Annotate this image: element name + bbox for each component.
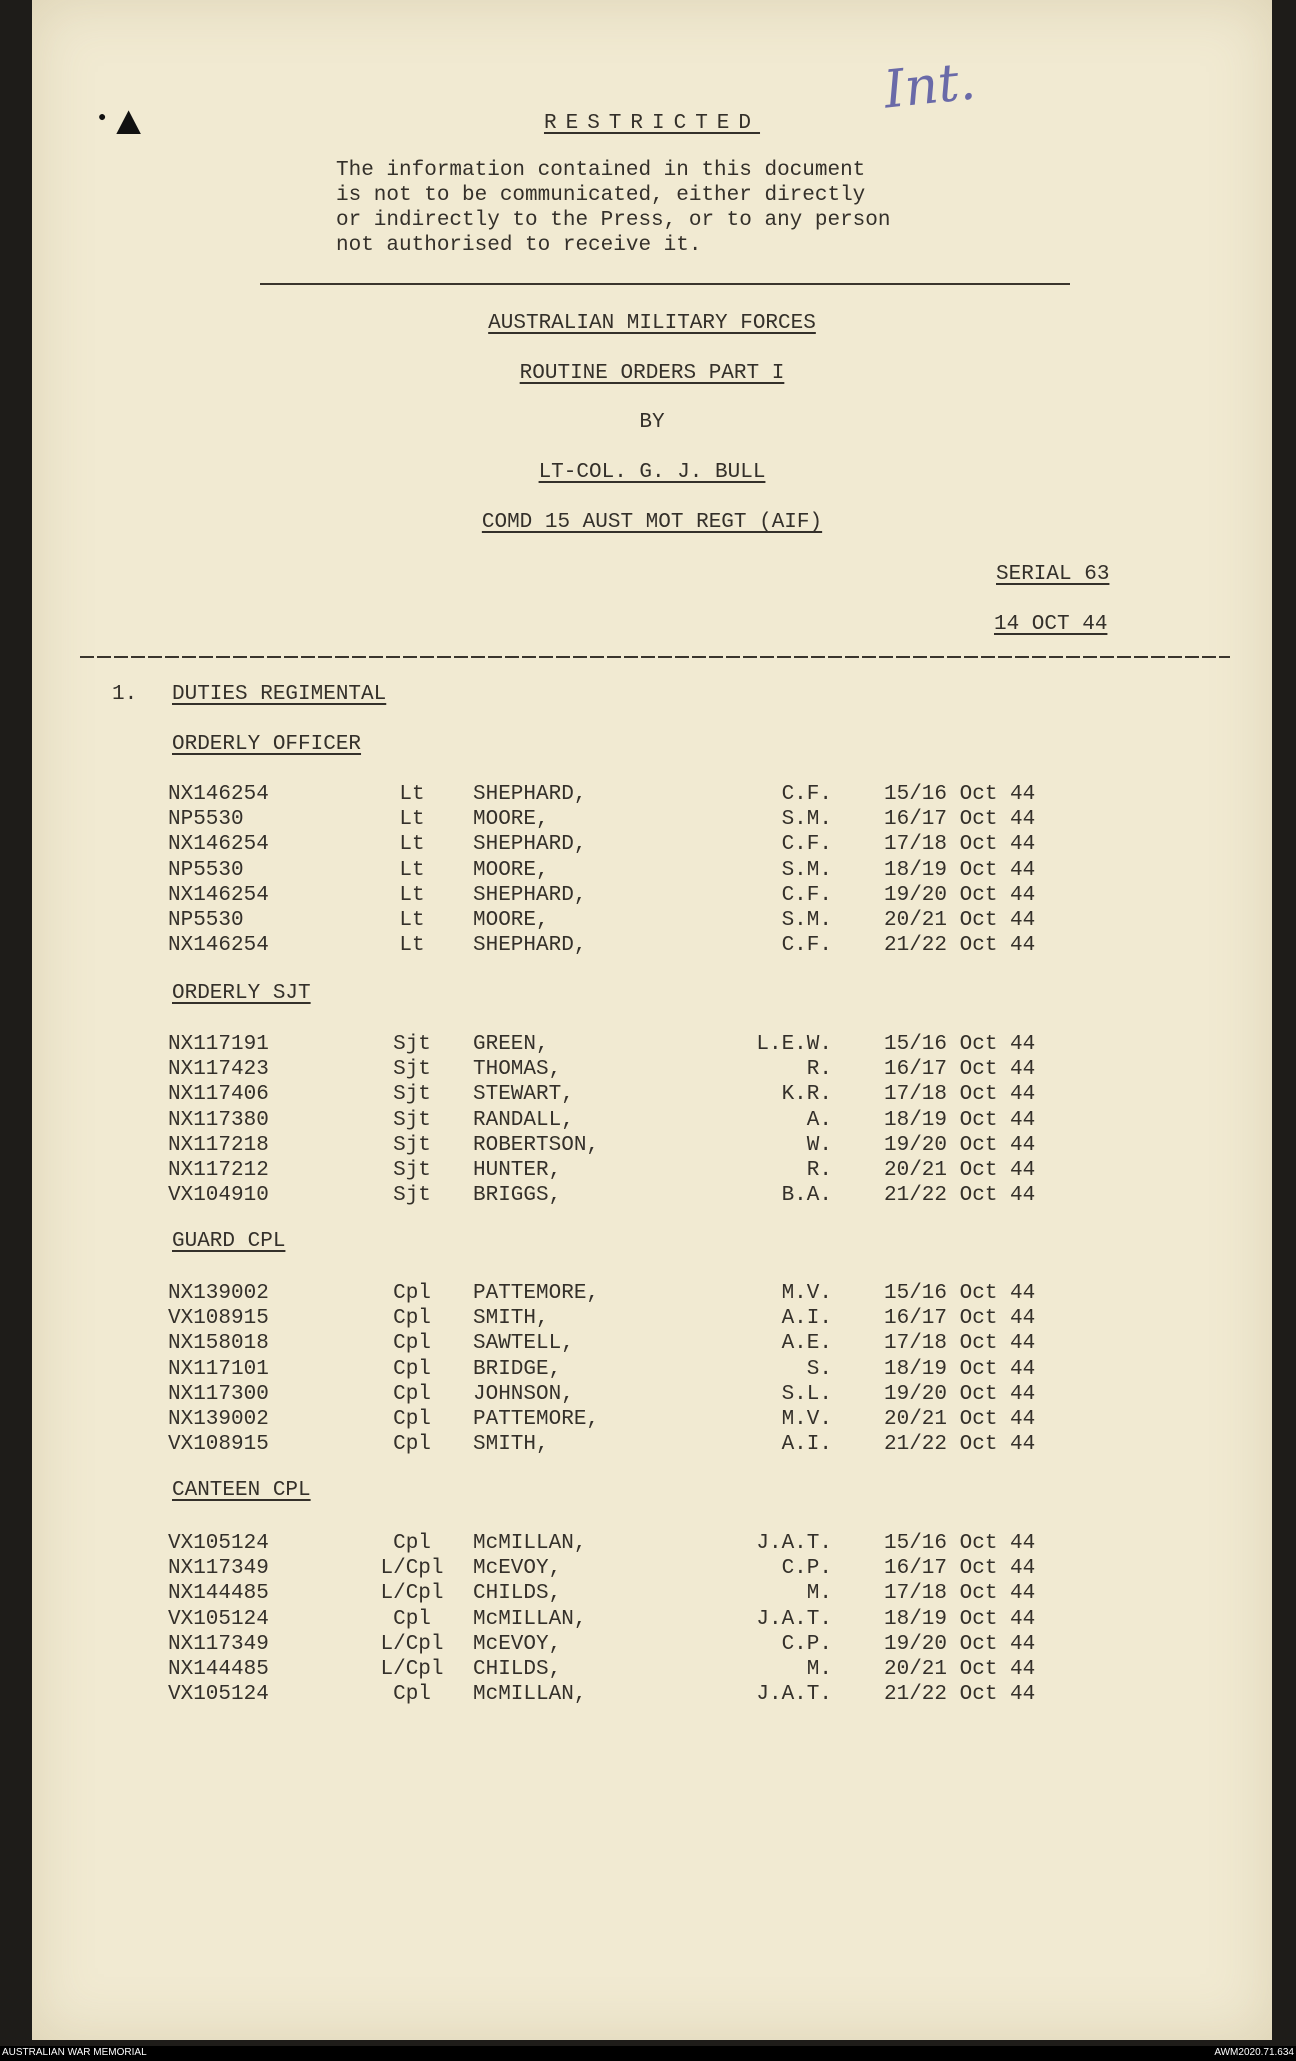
duty-date: 20/21 Oct 44 [884, 1658, 1036, 1681]
table-row [32, 783, 1272, 808]
initials: B.A. [781, 1184, 832, 1208]
initials: K.R. [781, 1083, 832, 1107]
service-number: VX104910 [168, 1184, 269, 1208]
rank: Lt [399, 808, 425, 832]
service-number: NX144485 [168, 1582, 269, 1606]
initials: M.V. [781, 1282, 832, 1305]
security-notice [336, 158, 891, 258]
notice-line: is not to be communicated, either directly [336, 184, 866, 207]
service-number: NX117349 [168, 1557, 269, 1581]
service-number: NX144485 [168, 1658, 269, 1681]
service-number: NX117191 [168, 1033, 269, 1056]
surname: SHEPHARD, [473, 934, 587, 958]
service-number: NP5530 [168, 909, 244, 932]
table-row [32, 1307, 1272, 1332]
rank: Sjt [393, 1058, 431, 1082]
table-row [32, 1557, 1272, 1582]
surname: SHEPHARD, [473, 883, 587, 907]
duty-date: 16/17 Oct 44 [884, 808, 1036, 832]
initials: C.F. [781, 833, 832, 857]
initials: M.V. [781, 1408, 832, 1431]
rank: Lt [399, 934, 425, 958]
table-row [32, 1282, 1272, 1307]
initials: A.I. [781, 1433, 832, 1457]
surname: PATTEMORE, [473, 1408, 600, 1431]
surname: BRIDGE, [473, 1357, 562, 1381]
group-title-orderly-officer: ORDERLY OFFICER [172, 733, 362, 756]
rank: Cpl [393, 1433, 431, 1457]
archive-footer [0, 2046, 1296, 2061]
handwritten-annotation: Int. [881, 51, 979, 121]
initials: S.L. [781, 1382, 832, 1406]
initials: J.A.T. [756, 1607, 832, 1631]
table-row [32, 1433, 1272, 1458]
surname: SMITH, [473, 1433, 549, 1457]
group-title-guard-cpl: GUARD CPL [172, 1230, 286, 1253]
surname: MOORE, [473, 909, 549, 932]
surname: CHILDS, [473, 1658, 562, 1681]
table-row [32, 1109, 1272, 1134]
duty-date: 16/17 Oct 44 [884, 1058, 1036, 1082]
rank: Sjt [393, 1159, 431, 1182]
surname: HUNTER, [473, 1159, 562, 1182]
rank: Lt [399, 909, 425, 932]
section-number: 1. [112, 683, 138, 706]
service-number: VX108915 [168, 1433, 269, 1457]
duty-date: 15/16 Oct 44 [884, 1033, 1036, 1056]
duty-date: 19/20 Oct 44 [884, 1382, 1036, 1406]
divider-dashed [80, 656, 1230, 658]
service-number: NX146254 [168, 934, 269, 958]
initials: A.E. [781, 1332, 832, 1356]
duty-date: 18/19 Oct 44 [884, 1108, 1036, 1132]
surname: McEVOY, [473, 1557, 562, 1581]
surname: McMILLAN, [473, 1683, 587, 1707]
initials: C.P. [781, 1557, 832, 1581]
table-row [32, 1332, 1272, 1357]
service-number: NP5530 [168, 808, 244, 832]
duty-date: 21/22 Oct 44 [884, 1184, 1036, 1208]
initials: R. [806, 1159, 832, 1182]
surname: McMILLAN, [473, 1607, 587, 1631]
duty-date: 17/18 Oct 44 [884, 1332, 1036, 1356]
footer-institution: AUSTRALIAN WAR MEMORIAL [2, 2047, 147, 2058]
surname: CHILDS, [473, 1582, 562, 1606]
duty-date: 17/18 Oct 44 [884, 1083, 1036, 1107]
rank: Lt [399, 833, 425, 857]
table-row [32, 1058, 1272, 1083]
surname: BRIGGS, [473, 1184, 562, 1208]
initials: M. [806, 1582, 832, 1606]
service-number: VX105124 [168, 1607, 269, 1631]
surname: SHEPHARD, [473, 833, 587, 857]
initials: J.A.T. [756, 1532, 832, 1555]
duty-date: 16/17 Oct 44 [884, 1307, 1036, 1331]
rank: Sjt [393, 1184, 431, 1208]
surname: RANDALL, [473, 1108, 574, 1132]
rank: L/Cpl [380, 1632, 444, 1656]
duty-date: 20/21 Oct 44 [884, 1408, 1036, 1431]
service-number: NX146254 [168, 833, 269, 857]
orders-title: ROUTINE ORDERS PART I [519, 362, 785, 385]
service-number: NX117380 [168, 1108, 269, 1132]
surname: McMILLAN, [473, 1532, 587, 1555]
rank: Sjt [393, 1108, 431, 1132]
duty-date: 18/19 Oct 44 [884, 858, 1036, 882]
surname: PATTEMORE, [473, 1282, 600, 1305]
duty-date: 19/20 Oct 44 [884, 1632, 1036, 1656]
duty-date: 21/22 Oct 44 [884, 1433, 1036, 1457]
surname: STEWART, [473, 1083, 574, 1107]
rank: Cpl [393, 1683, 431, 1707]
duty-date: 17/18 Oct 44 [884, 1582, 1036, 1606]
duty-date: 20/21 Oct 44 [884, 909, 1036, 932]
initials: S. [806, 1357, 832, 1381]
rank: Lt [399, 858, 425, 882]
rank: Sjt [393, 1133, 431, 1157]
rank: Lt [399, 783, 425, 806]
divider-rule [260, 283, 1070, 285]
duty-date: 17/18 Oct 44 [884, 833, 1036, 857]
initials: S.M. [781, 909, 832, 932]
table-row [32, 833, 1272, 858]
service-number: VX105124 [168, 1532, 269, 1555]
initials: C.F. [781, 883, 832, 907]
notice-line: not authorised to receive it. [336, 234, 702, 257]
rank: Lt [399, 883, 425, 907]
service-number: NX146254 [168, 783, 269, 806]
document-page [32, 0, 1272, 2040]
service-number: NX117212 [168, 1159, 269, 1182]
duty-date: 19/20 Oct 44 [884, 883, 1036, 907]
restricted-heading: RESTRICTED [543, 112, 761, 135]
service-number: NX146254 [168, 883, 269, 907]
service-number: NX117300 [168, 1382, 269, 1406]
initials: A.I. [781, 1307, 832, 1331]
service-number: NX117101 [168, 1357, 269, 1381]
service-number: NX117349 [168, 1632, 269, 1656]
notice-line: The information contained in this document [336, 159, 866, 182]
table-row [32, 1633, 1272, 1658]
initials: M. [806, 1658, 832, 1681]
rank: Sjt [393, 1083, 431, 1107]
rank: Cpl [393, 1607, 431, 1631]
ink-dot: ● [98, 110, 107, 126]
table-row [32, 1683, 1272, 1708]
rank: Cpl [393, 1332, 431, 1356]
duty-date: 21/22 Oct 44 [884, 1683, 1036, 1707]
rank: Cpl [393, 1357, 431, 1381]
rank: Cpl [393, 1408, 431, 1431]
duty-date: 15/16 Oct 44 [884, 1532, 1036, 1555]
service-number: NX139002 [168, 1408, 269, 1431]
duty-date: 19/20 Oct 44 [884, 1133, 1036, 1157]
table-row [32, 1033, 1272, 1058]
group-title-canteen-cpl: CANTEEN CPL [172, 1479, 311, 1502]
service-number: NP5530 [168, 858, 244, 882]
group-title-orderly-sjt: ORDERLY SJT [172, 982, 311, 1005]
table-row [32, 859, 1272, 884]
duty-date: 20/21 Oct 44 [884, 1159, 1036, 1182]
initials: R. [806, 1058, 832, 1082]
rank: Cpl [393, 1307, 431, 1331]
surname: ROBERTSON, [473, 1133, 600, 1157]
surname: GREEN, [473, 1033, 549, 1056]
serial-number: SERIAL 63 [996, 563, 1110, 586]
table-row [32, 1582, 1272, 1607]
rank: Sjt [393, 1033, 431, 1056]
surname: SAWTELL, [473, 1332, 574, 1356]
initials: A. [806, 1108, 832, 1132]
duty-date: 15/16 Oct 44 [884, 1282, 1036, 1305]
surname: THOMAS, [473, 1058, 562, 1082]
table-row [32, 934, 1272, 959]
officer-name: LT-COL. G. J. BULL [538, 461, 766, 484]
rank: L/Cpl [380, 1557, 444, 1581]
rank: L/Cpl [380, 1582, 444, 1606]
footer-accession-id: AWM2020.71.634 [1214, 2047, 1294, 2058]
service-number: NX117218 [168, 1133, 269, 1157]
table-row [32, 808, 1272, 833]
duty-date: 15/16 Oct 44 [884, 783, 1036, 806]
surname: McEVOY, [473, 1632, 562, 1656]
initials: C.F. [781, 783, 832, 806]
table-row [32, 1658, 1272, 1683]
command-line: COMD 15 AUST MOT REGT (AIF) [481, 511, 823, 534]
rank: L/Cpl [380, 1658, 444, 1681]
rank: Cpl [393, 1382, 431, 1406]
service-number: NX139002 [168, 1282, 269, 1305]
table-row [32, 1358, 1272, 1383]
ink-mark: ▲ [116, 100, 142, 148]
duty-date: 21/22 Oct 44 [884, 934, 1036, 958]
initials: C.F. [781, 934, 832, 958]
surname: JOHNSON, [473, 1382, 574, 1406]
notice-line: or indirectly to the Press, or to any person [336, 209, 891, 232]
surname: SHEPHARD, [473, 783, 587, 806]
service-number: NX158018 [168, 1332, 269, 1356]
table-row [32, 1608, 1272, 1633]
table-row [32, 1159, 1272, 1184]
table-row [32, 1184, 1272, 1209]
table-row [32, 1083, 1272, 1108]
order-date: 14 OCT 44 [994, 613, 1108, 636]
duty-date: 16/17 Oct 44 [884, 1557, 1036, 1581]
duty-date: 18/19 Oct 44 [884, 1357, 1036, 1381]
service-number: NX117423 [168, 1058, 269, 1082]
table-row [32, 1532, 1272, 1557]
table-row [32, 1408, 1272, 1433]
surname: MOORE, [473, 858, 549, 882]
table-row [32, 909, 1272, 934]
rank: Cpl [393, 1282, 431, 1305]
initials: J.A.T. [756, 1683, 832, 1707]
initials: L.E.W. [756, 1033, 832, 1056]
initials: C.P. [781, 1632, 832, 1656]
by-line: BY [639, 411, 665, 434]
section-title: DUTIES REGIMENTAL [172, 683, 387, 706]
table-row [32, 1134, 1272, 1159]
table-row [32, 884, 1272, 909]
service-number: VX108915 [168, 1307, 269, 1331]
surname: SMITH, [473, 1307, 549, 1331]
initials: S.M. [781, 858, 832, 882]
table-row [32, 1383, 1272, 1408]
duty-date: 18/19 Oct 44 [884, 1607, 1036, 1631]
org-heading: AUSTRALIAN MILITARY FORCES [488, 312, 816, 335]
rank: Cpl [393, 1532, 431, 1555]
surname: MOORE, [473, 808, 549, 832]
initials: W. [806, 1133, 832, 1157]
service-number: VX105124 [168, 1683, 269, 1707]
service-number: NX117406 [168, 1083, 269, 1107]
initials: S.M. [781, 808, 832, 832]
